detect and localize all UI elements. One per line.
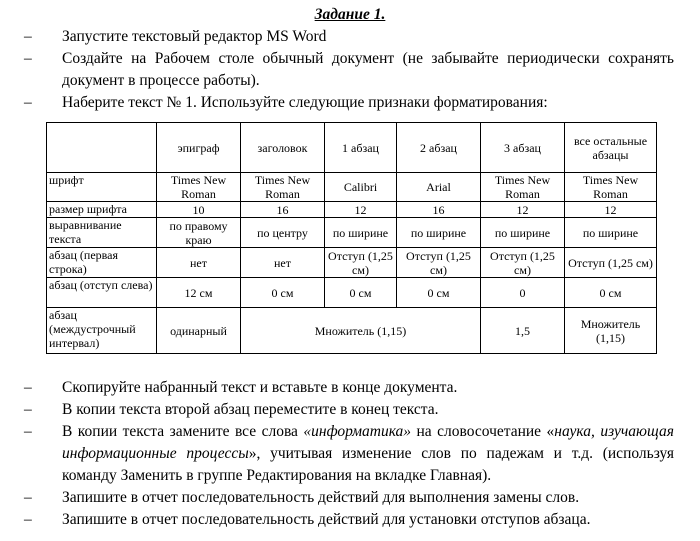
table-cell: 16 [397,202,481,218]
instruction-record-replace: – Запишите в отчет последовательность действий для выполнения замены слов. [24,487,674,509]
table-cell: нет [241,248,325,278]
table-cell: 12 [481,202,565,218]
table-row [47,218,657,248]
row-label: размер шрифта [47,202,157,218]
instruction-start-word: – Запустите текстовый редактор MS Word [24,26,674,48]
table-row [47,248,657,278]
instruction-record-indents: – Запишите в отчет последовательность действий для установки отступов абзаца. [24,509,674,531]
table-cell: Отступ (1,25 см) [397,248,481,278]
header-cell: 1 абзац [325,123,397,173]
dash-marker: – [24,94,32,111]
table-cell: по ширине [325,218,397,248]
formatting-table [46,122,657,354]
instruction-copy-text: – Скопируйте набранный текст и вставьте в конце документа. [24,377,674,399]
table-cell: по ширине [397,218,481,248]
table-cell: одинарный [157,308,241,354]
table-cell: 12 [325,202,397,218]
table-cell: 10 [157,202,241,218]
table-cell: 12 [565,202,657,218]
table-cell: 0 [481,278,565,308]
table-cell: по центру [241,218,325,248]
table-cell: 12 см [157,278,241,308]
dash-marker: – [24,423,32,440]
dash-marker: – [24,511,32,528]
instructions-bottom [24,377,674,531]
instructions-top [24,26,674,114]
table-cell: нет [157,248,241,278]
table-row [47,308,657,354]
table-header-row [47,123,657,173]
instruction-move-paragraph: – В копии текста второй абзац переместите в конец текста. [24,399,674,421]
header-cell: 2 абзац [397,123,481,173]
table-cell-merged: Множитель (1,15) [241,308,481,354]
table-cell: 0 см [325,278,397,308]
row-label: абзац (междустрочный интервал) [47,308,157,354]
table-cell: 0 см [565,278,657,308]
row-label: абзац (отступ слева) [47,278,157,308]
instruction-type-text: – Наберите текст № 1. Используйте следующие признаки форматирования: [24,92,674,114]
header-cell: 3 абзац [481,123,565,173]
table-cell: 16 [241,202,325,218]
dash-marker: – [24,379,32,396]
table-cell: Отступ (1,25 см) [325,248,397,278]
instruction-create-document: – Создайте на Рабочем столе обычный документ (не забывайте периодически сохранять документ в процессе работы). [24,50,674,89]
row-label: шрифт [47,173,157,202]
header-cell: все остальные абзацы [565,123,657,173]
table-cell: Times New Roman [157,173,241,202]
table-row [47,202,657,218]
table-cell: Arial [397,173,481,202]
instruction-replace-words: – В копии текста замените все слова «информатика» на словосочетание «наука, изучающая информационные процессы», учитывая изменение слов по падежам и т.д. (используя команду Заменить в группе Редактирования на вкладке Главная). [24,423,675,484]
dash-marker: – [24,401,32,418]
table-row [47,278,657,308]
header-cell [47,123,157,173]
table-cell: Отступ (1,25 см) [565,248,657,278]
table-cell: 0 см [397,278,481,308]
row-label: абзац (первая строка) [47,248,157,278]
task-title: Задание 1. [314,6,386,23]
table-cell: Times New Roman [481,173,565,202]
table-cell: Times New Roman [241,173,325,202]
table-cell: Множитель (1,15) [565,308,657,354]
header-cell: заголовок [241,123,325,173]
dash-marker: – [24,28,32,45]
table-cell: 0 см [241,278,325,308]
table-cell: 1,5 [481,308,565,354]
table-row [47,173,657,202]
dash-marker: – [24,50,32,67]
table-cell: Times New Roman [565,173,657,202]
table-cell: по правому краю [157,218,241,248]
table-cell: по ширине [481,218,565,248]
row-label: выравнивание текста [47,218,157,248]
header-cell: эпиграф [157,123,241,173]
table-cell: Отступ (1,25 см) [481,248,565,278]
dash-marker: – [24,489,32,506]
table-cell: Calibri [325,173,397,202]
table-cell: по ширине [565,218,657,248]
